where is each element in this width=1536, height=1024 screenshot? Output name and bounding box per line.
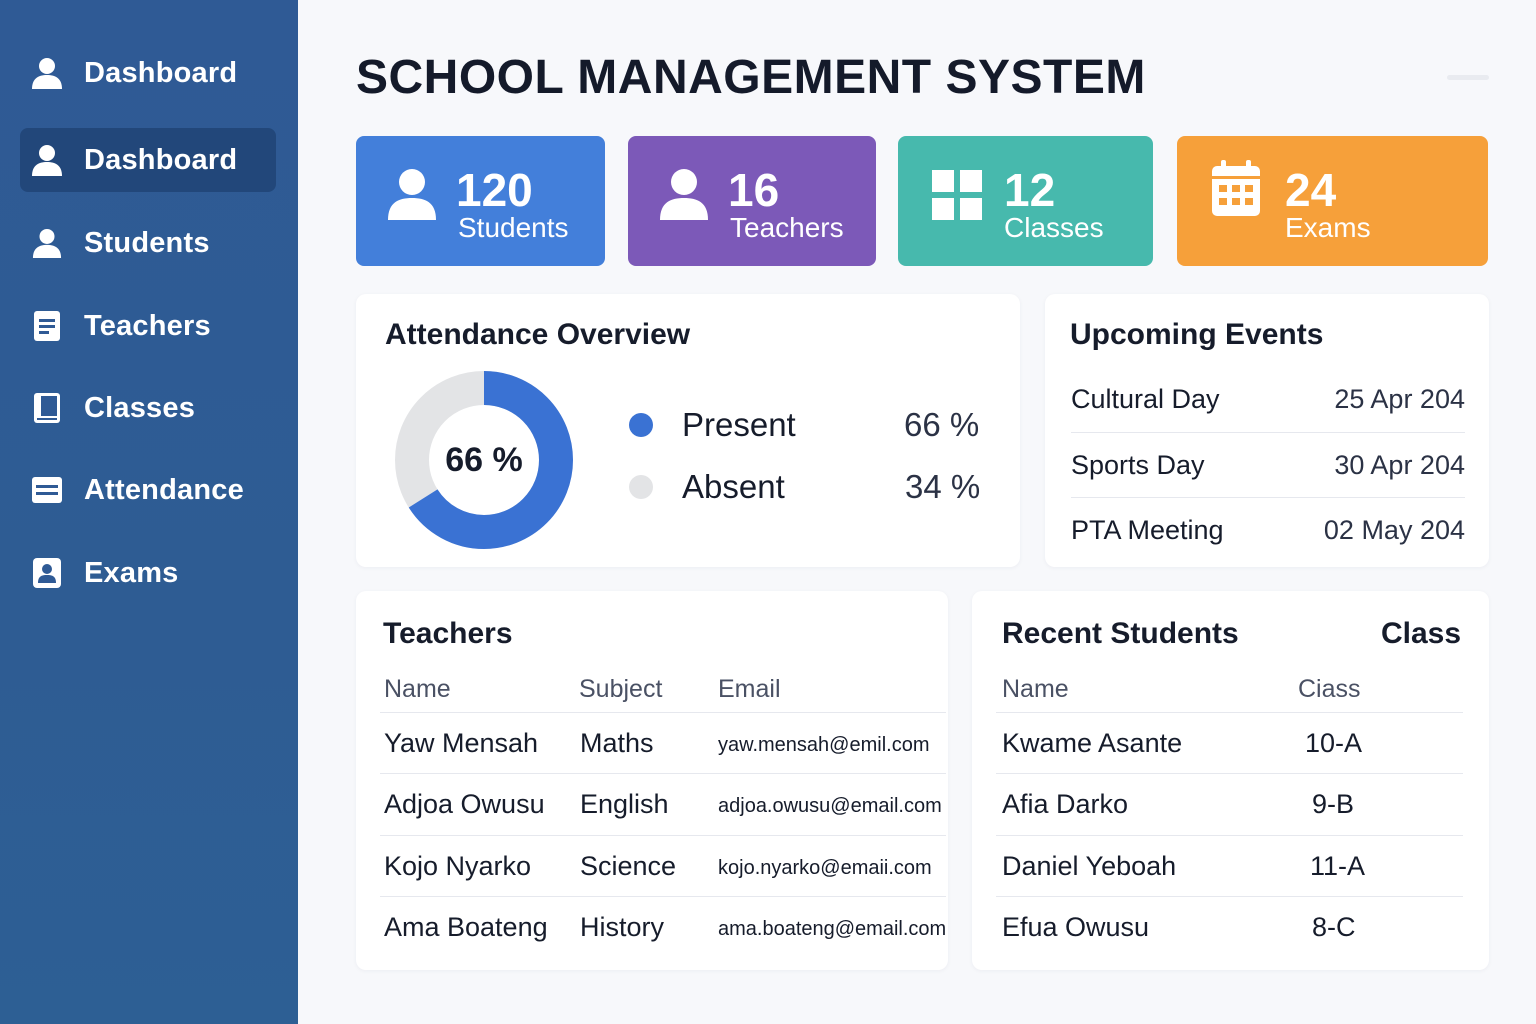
book-icon — [30, 391, 64, 425]
column-header-class: Ciass — [1298, 675, 1361, 703]
teacher-subject: English — [580, 789, 669, 819]
student-name: Kwame Asante — [1002, 728, 1183, 758]
stat-label: Exams — [1285, 212, 1371, 243]
stat-card-students[interactable] — [356, 136, 605, 266]
teacher-email: adjoa.owusu@email.com — [718, 795, 942, 817]
event-name: Cultural Day — [1071, 383, 1220, 414]
stat-value: 12 — [1004, 164, 1056, 216]
stat-card-classes[interactable] — [898, 136, 1153, 266]
sidebar-item-label: Dashboard — [84, 56, 238, 89]
sidebar-item-label: Teachers — [84, 309, 211, 342]
user-icon — [658, 166, 710, 222]
teacher-name: Ama Boateng — [384, 912, 548, 942]
teacher-name: Yaw Mensah — [384, 728, 539, 758]
header-decoration — [1447, 75, 1489, 80]
column-header-name: Name — [1002, 675, 1069, 703]
student-name: Afia Darko — [1002, 789, 1129, 819]
attendance-panel — [356, 294, 1020, 567]
sidebar-item-label: Students — [84, 226, 210, 259]
sidebar-item-label: Classes — [84, 391, 196, 424]
id-badge-icon — [30, 556, 64, 590]
stat-value: 16 — [728, 164, 780, 216]
teacher-name: Kojo Nyarko — [384, 851, 532, 881]
sidebar — [0, 0, 298, 1024]
stat-label: Students — [458, 212, 569, 243]
teacher-subject: Maths — [580, 728, 654, 758]
grid-icon — [932, 170, 984, 226]
calendar-icon — [1211, 160, 1263, 216]
list-card-icon — [30, 473, 64, 507]
students-title: Recent Students — [1002, 617, 1239, 650]
events-title: Upcoming Events — [1070, 318, 1324, 351]
sidebar-item-dashboard[interactable] — [20, 41, 276, 105]
sidebar-item-dashboard-active[interactable] — [20, 128, 276, 192]
event-row[interactable] — [1071, 366, 1465, 432]
absent-legend-dot — [629, 475, 653, 499]
donut-center-label: 66 % — [445, 440, 523, 479]
teachers-title: Teachers — [383, 617, 513, 650]
stat-label: Teachers — [730, 212, 844, 243]
event-row[interactable] — [1071, 497, 1465, 563]
event-name: PTA Meeting — [1071, 514, 1224, 545]
divider — [996, 773, 1463, 774]
teachers-panel — [356, 591, 948, 970]
event-date: 02 May 204 — [1323, 514, 1465, 545]
teacher-subject: Science — [580, 851, 677, 881]
divider — [380, 835, 946, 836]
divider — [996, 712, 1463, 713]
sidebar-item-attendance[interactable] — [20, 458, 276, 522]
stat-value: 24 — [1285, 164, 1337, 216]
events-panel — [1045, 294, 1489, 567]
column-header-name: Name — [384, 675, 451, 703]
stat-card-exams[interactable] — [1177, 136, 1488, 266]
stat-card-teachers[interactable] — [628, 136, 876, 266]
document-icon — [30, 309, 64, 343]
teacher-email: yaw.mensah@emil.com — [718, 734, 930, 756]
user-icon — [30, 226, 64, 260]
teacher-email: ama.boateng@email.com — [718, 918, 947, 940]
present-legend-dot — [629, 413, 653, 437]
sidebar-item-label: Attendance — [84, 473, 244, 506]
sidebar-item-teachers[interactable] — [20, 294, 276, 358]
divider — [380, 896, 946, 897]
divider — [380, 773, 946, 774]
event-row[interactable] — [1071, 432, 1465, 498]
stat-value: 120 — [456, 164, 533, 216]
column-header-subject: Subject — [579, 675, 663, 703]
absent-legend-label: Absent — [682, 468, 785, 505]
student-name: Daniel Yeboah — [1002, 851, 1177, 881]
teacher-name: Adjoa Owusu — [384, 789, 545, 819]
event-date: 30 Apr 204 — [1334, 449, 1465, 480]
event-date: 25 Apr 204 — [1334, 383, 1465, 414]
divider — [380, 712, 946, 713]
stat-label: Classes — [1004, 212, 1104, 243]
student-class: 8-C — [1312, 912, 1356, 942]
column-header-email: Email — [718, 675, 781, 703]
user-icon — [30, 143, 64, 177]
student-class: 11-A — [1310, 851, 1366, 881]
students-panel — [972, 591, 1489, 970]
student-class: 10-A — [1305, 728, 1363, 758]
sidebar-item-label: Exams — [84, 556, 179, 589]
absent-legend-value: 34 % — [905, 468, 981, 505]
sidebar-item-students[interactable] — [20, 211, 276, 275]
attendance-title: Attendance Overview — [385, 318, 691, 351]
sidebar-item-label: Dashboard — [84, 143, 238, 176]
present-legend-label: Present — [682, 406, 796, 443]
present-legend-value: 66 % — [904, 406, 980, 443]
student-class: 9-B — [1312, 789, 1355, 819]
students-class-heading: Class — [1381, 617, 1462, 650]
user-icon — [386, 166, 438, 222]
user-icon — [30, 56, 64, 90]
sidebar-item-classes[interactable] — [20, 376, 276, 440]
teacher-email: kojo.nyarko@emaii.com — [718, 857, 932, 879]
teacher-subject: History — [580, 912, 665, 942]
event-name: Sports Day — [1071, 449, 1205, 480]
divider — [996, 896, 1463, 897]
divider — [996, 835, 1463, 836]
page-title: SCHOOL MANAGEMENT SYSTEM — [356, 51, 1146, 104]
sidebar-item-exams[interactable] — [20, 541, 276, 605]
student-name: Efua Owusu — [1002, 912, 1150, 942]
